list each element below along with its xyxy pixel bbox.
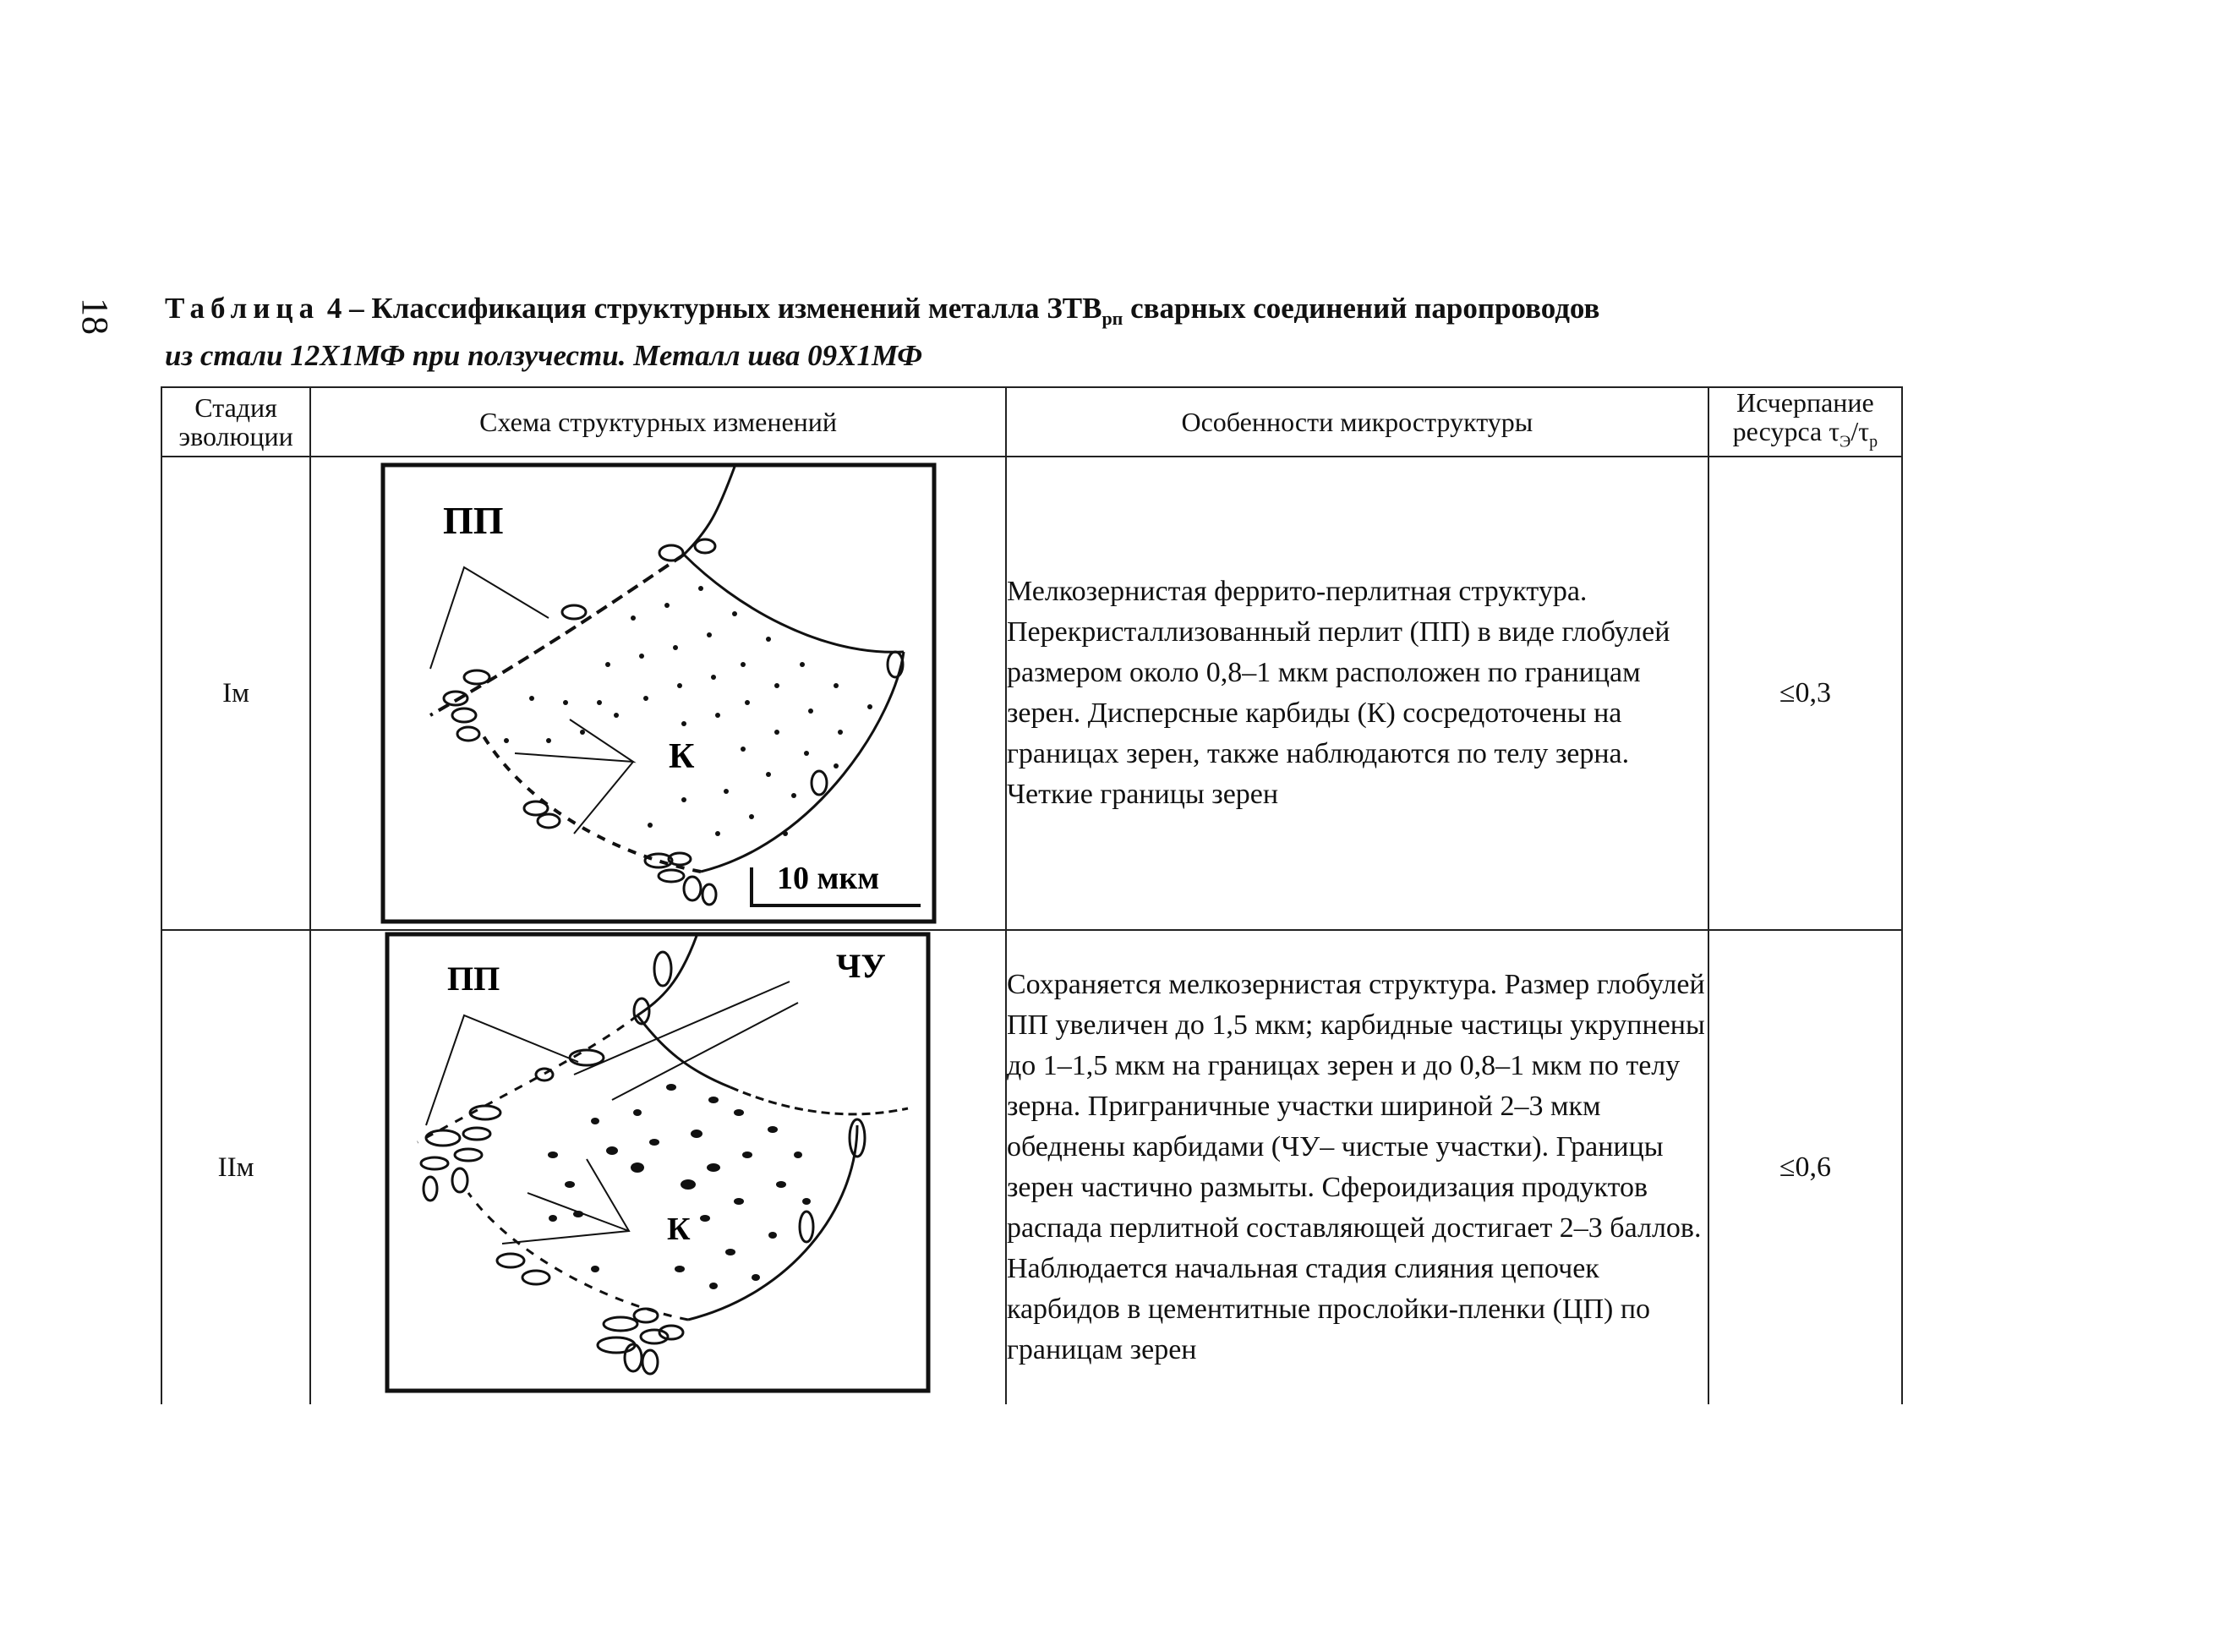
label-k: К — [668, 737, 695, 777]
stage-cell: Iм — [161, 457, 310, 930]
schema-cell — [310, 930, 1006, 1404]
header-schema: Схема структурных изменений — [310, 387, 1006, 457]
caption-text: – Классификация структурных изменений металла ЗТВ — [349, 292, 1102, 325]
microstructure-schema-1 — [380, 462, 938, 925]
header-stage: Стадия эволюции — [161, 387, 310, 457]
table-row — [161, 930, 1902, 1404]
features-cell: Мелкозернистая феррито-перлитная структура. Перекристаллизованный перлит (ПП) в виде глобулей размером около 0,8–1 мкм расположен по границам зерен. Дисперсные карбиды (К) сосредоточены на границах зерен, также наблюдаются по телу зерна. Четкие границы зерен — [1006, 457, 1708, 930]
caption-line2: из стали 12Х1МФ при ползучести. Металл шва 09Х1МФ — [165, 339, 923, 372]
caption-text-end: сварных соединений паропроводов — [1123, 292, 1600, 325]
features-cell: Сохраняется мелкозернистая структура. Размер глобулей ПП увеличен до 1,5 мкм; карбидные частицы укрупнены до 1–1,5 мкм на границах зерен и до 0,8–1 мкм по телу зерна. Приграничные участки шириной 2–3 мкм обеднены карбидами (ЧУ– чистые участки). Границы зерен частично размыты. Сфероидизация продуктов распада перлитной составляющей достигает 2–3 баллов. Наблюдается начальная стадия слияния цепочек карбидов в цементитные прослойки-пленки (ЦП) по границам зерен — [1006, 930, 1708, 1404]
header-resource: Исчерпание ресурса $\tau_Э/\tau_р$ — [1708, 387, 1902, 457]
page-number: 18 — [74, 298, 116, 335]
table-row — [161, 457, 1902, 930]
stage-cell: IIм — [161, 930, 310, 1404]
resource-cell: ≤0,3 — [1708, 457, 1902, 930]
caption-number: 4 — [326, 292, 342, 325]
schema-cell — [310, 457, 1006, 930]
label-chu: ЧУ — [835, 947, 886, 986]
header-features: Особенности микроструктуры — [1006, 387, 1708, 457]
classification-table — [161, 386, 1903, 1404]
caption-sub: рп — [1102, 308, 1123, 329]
resource-cell: ≤0,6 — [1708, 930, 1902, 1404]
microstructure-schema-2 — [384, 931, 933, 1404]
label-pp: ПП — [442, 499, 504, 543]
label-k: К — [666, 1212, 691, 1248]
label-pp: ПП — [446, 960, 500, 998]
header-row — [161, 387, 1902, 457]
table-caption — [165, 290, 1898, 375]
caption-word: Таблица — [165, 292, 320, 325]
label-scale: 10 мкм — [776, 861, 879, 897]
